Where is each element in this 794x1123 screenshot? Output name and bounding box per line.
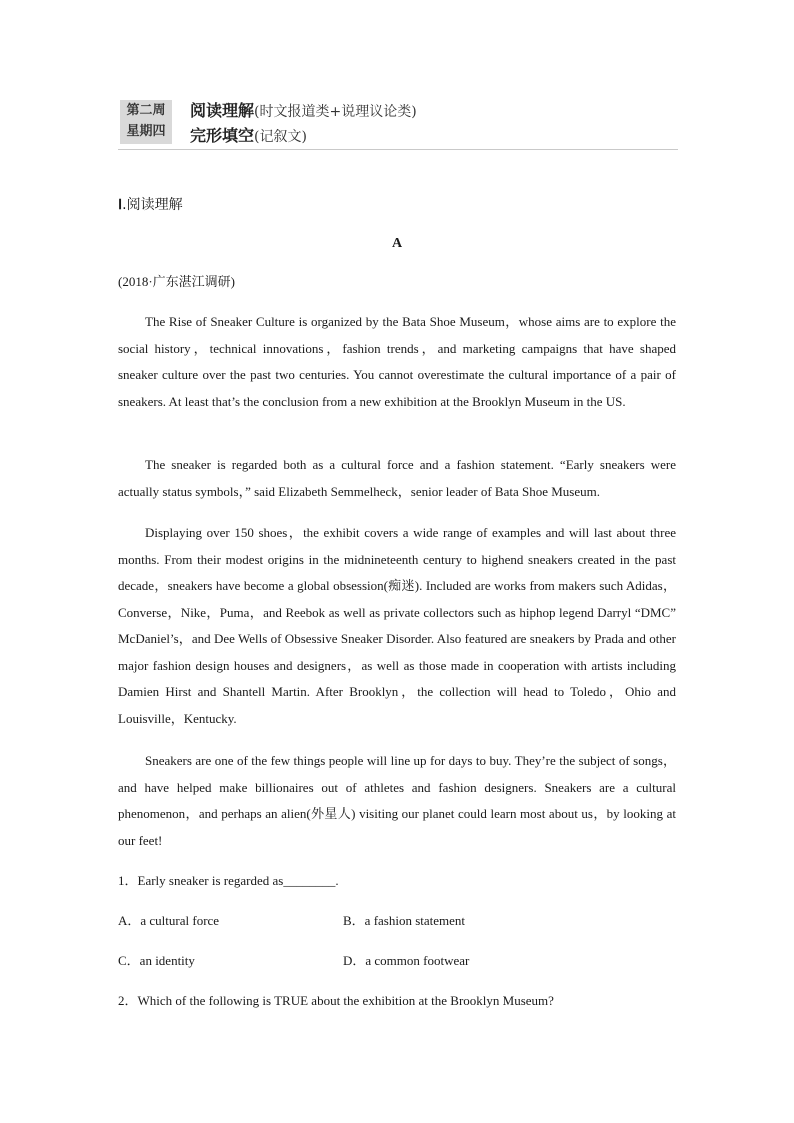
week-line1: 第二周 [126,103,166,118]
section-label: .阅读理解 [122,197,183,213]
question-1-option-d: D．a common footwear [343,953,470,968]
title-reading-sub: (时文报道类+说理议论类) [254,104,417,120]
passage-source: (2018·广东湛江调研) [118,274,235,289]
section-roman: Ⅰ [118,198,123,213]
paragraph-1: The Rise of Sneaker Culture is organized by the Bata Shoe Museum，whose aims are to explore the social history，technical innovations，fashion trends，and marketing campaigns that have shaped sneaker culture over the past two centuries. You cannot overestimate the cultural importance of a pair of sneakers. At least that’s the conclusion from a new exhibition at the Brooklyn Museum in the US. [118,314,676,409]
paragraph-3: Displaying over 150 shoes，the exhibit covers a wide range of examples and will last about three months. From their modest origins in the midnineteenth century to highend sneakers created in the past decade，sneakers have become a global obsession(痴迷). Included are works from makers such Adidas，Converse，Nike，Puma，and Reebok as well as private collectors such as hiphop legend Darryl “DMC” McDaniel’s，and Dee Wells of Obsessive Sneaker Disorder. Also featured are sneakers by Prada and other major fashion design houses and designers，as well as those made in cooperation with artists including Damien Hirst and Shantell Martin. After Brooklyn，the collection will head to Toledo，Ohio and Louisville，Kentucky. [118,525,676,726]
title-cloze-sub: (记叙文) [254,129,307,145]
title-cloze: 完形填空 [190,126,255,145]
paragraph-2: The sneaker is regarded both as a cultural force and a fashion statement. “Early sneakers were actually status symbols，” said Elizabeth Semmelheck，senior leader of Bata Shoe Museum. [118,457,676,499]
week-badge [120,100,172,144]
question-1-option-a: A．a cultural force [118,913,220,928]
question-1: 1．Early sneaker is regarded as________. [118,873,339,888]
title-reading: 阅读理解 [190,101,255,120]
passage-label: A [391,236,403,251]
question-2: 2．Which of the following is TRUE about the exhibition at the Brooklyn Museum? [118,993,554,1008]
question-1-option-b: B．a fashion statement [343,913,466,928]
section-title [118,194,183,214]
question-1-option-c: C．an identity [118,953,195,968]
paragraph-4: Sneakers are one of the few things people will line up for days to buy. They’re the subject of songs，and have helped make billionaires out of athletes and fashion designers. Sneakers are a cultural phenomenon，and perhaps an alien(外星人) visiting our planet could learn most about us，by looking at our feet! [118,753,676,848]
page-header [118,97,678,150]
week-line2: 星期四 [126,124,166,139]
header-titles [190,99,417,149]
